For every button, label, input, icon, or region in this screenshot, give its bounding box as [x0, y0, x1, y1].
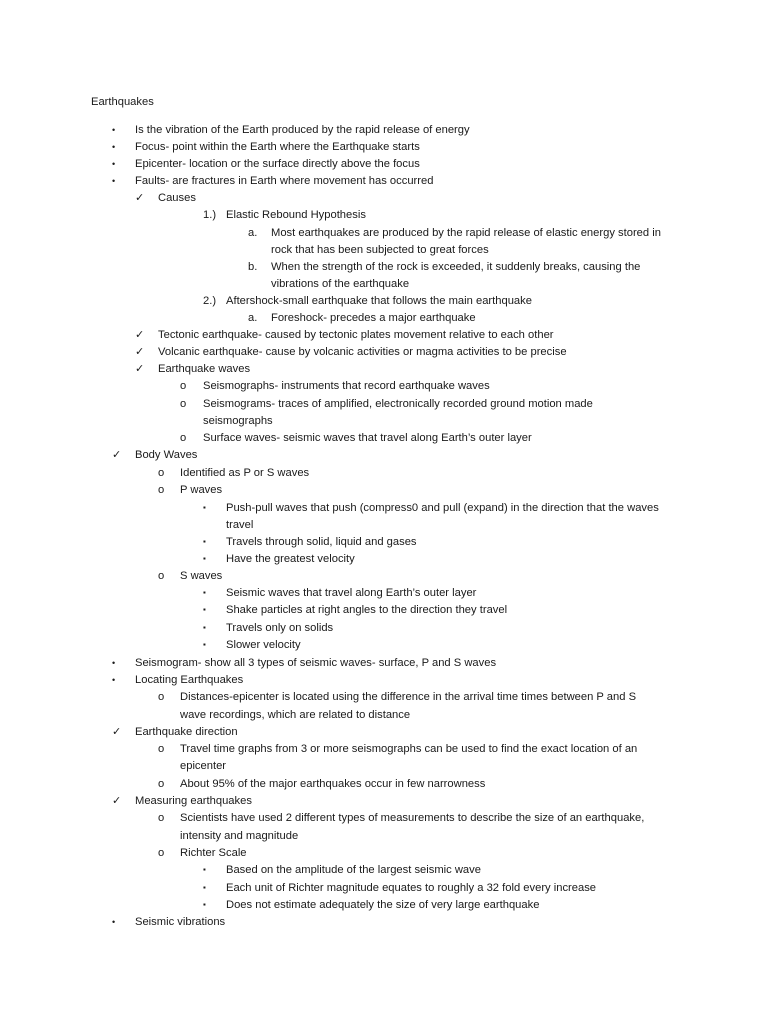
bullet-icon: • — [112, 125, 116, 135]
outline-line: Distances-epicenter is located using the difference in the arrival time times between P and S — [180, 691, 637, 703]
outline-line: Travels only on solids — [226, 622, 334, 634]
outline-line: intensity and magnitude — [180, 830, 299, 842]
outline-line: Causes — [158, 192, 196, 204]
outline-line: Slower velocity — [226, 639, 301, 651]
outline-line: Based on the amplitude of the largest seismic wave — [226, 864, 481, 876]
outline-line: P waves — [180, 484, 223, 496]
bullet-icon: • — [112, 159, 116, 169]
bullet-icon: • — [112, 176, 116, 186]
square-bullet-icon: ▪ — [203, 865, 206, 874]
outline-line: Richter Scale — [180, 847, 247, 859]
outline-line: seismographs — [203, 415, 273, 427]
checkmark-icon: ✓ — [135, 363, 145, 375]
outline-line: Focus- point within the Earth where the Earthquake starts — [135, 141, 420, 153]
outline-line: Elastic Rebound Hypothesis — [226, 209, 366, 221]
square-bullet-icon: ▪ — [203, 640, 206, 649]
square-bullet-icon: ▪ — [203, 883, 206, 892]
outline-line: Each unit of Richter magnitude equates to roughly a 32 fold every increase — [226, 882, 597, 894]
outline-line: Travels through solid, liquid and gases — [226, 536, 417, 548]
square-bullet-icon: ▪ — [203, 623, 206, 632]
outline-line: Most earthquakes are produced by the rapid release of elastic energy stored in — [271, 227, 661, 239]
outline-line: rock that has been subjected to great forces — [271, 244, 489, 256]
list-number: b. — [248, 261, 258, 273]
square-bullet-icon: ▪ — [203, 605, 206, 614]
outline-line: Seismic vibrations — [135, 916, 226, 928]
circle-bullet-icon: o — [158, 847, 165, 859]
outline-line: When the strength of the rock is exceeded, it suddenly breaks, causing the — [271, 261, 641, 273]
list-number: 1.) — [203, 209, 217, 221]
outline-line: Locating Earthquakes — [135, 674, 244, 686]
circle-bullet-icon: o — [180, 380, 187, 392]
circle-bullet-icon: o — [158, 691, 165, 703]
list-number: a. — [248, 312, 258, 324]
outline-line: Does not estimate adequately the size of very large earthquake — [226, 899, 540, 911]
checkmark-icon: ✓ — [112, 726, 122, 738]
checkmark-icon: ✓ — [135, 346, 145, 358]
checkmark-icon: ✓ — [112, 795, 122, 807]
outline-line: Identified as P or S waves — [180, 467, 310, 479]
square-bullet-icon: ▪ — [203, 900, 206, 909]
outline-line: Seismograms- traces of amplified, electronically recorded ground motion made — [203, 398, 593, 410]
outline-line: Foreshock- precedes a major earthquake — [271, 312, 476, 324]
document-title: Earthquakes — [91, 96, 154, 108]
outline-line: About 95% of the major earthquakes occur in few narrowness — [180, 778, 486, 790]
bullet-icon: • — [112, 675, 116, 685]
outline-line: Measuring earthquakes — [135, 795, 252, 807]
circle-bullet-icon: o — [180, 432, 187, 444]
list-number: 2.) — [203, 295, 217, 307]
circle-bullet-icon: o — [158, 743, 165, 755]
outline-line: Aftershock-small earthquake that follows the main earthquake — [226, 295, 532, 307]
circle-bullet-icon: o — [158, 467, 165, 479]
bullet-icon: • — [112, 142, 116, 152]
outline-line: travel — [226, 519, 254, 531]
outline-line: S waves — [180, 570, 223, 582]
outline-line: Shake particles at right angles to the direction they travel — [226, 604, 508, 616]
outline-line: wave recordings, which are related to distance — [180, 709, 411, 721]
outline-line: Scientists have used 2 different types of measurements to describe the size of an earthquake, — [180, 812, 645, 824]
outline-line: Tectonic earthquake- caused by tectonic plates movement relative to each other — [158, 329, 554, 341]
outline-line: Push-pull waves that push (compress0 and pull (expand) in the direction that the waves — [226, 502, 659, 514]
circle-bullet-icon: o — [158, 812, 165, 824]
outline-line: epicenter — [180, 760, 227, 772]
outline-line: Epicenter- location or the surface directly above the focus — [135, 158, 420, 170]
outline-line: Faults- are fractures in Earth where movement has occurred — [135, 175, 434, 187]
circle-bullet-icon: o — [158, 778, 165, 790]
outline-line: Seismic waves that travel along Earth’s outer layer — [226, 587, 477, 599]
bullet-icon: • — [112, 658, 116, 668]
circle-bullet-icon: o — [158, 484, 165, 496]
outline-line: Is the vibration of the Earth produced by the rapid release of energy — [135, 124, 470, 136]
square-bullet-icon: ▪ — [203, 537, 206, 546]
bullet-icon: • — [112, 917, 116, 927]
outline-line: Earthquake direction — [135, 726, 238, 738]
square-bullet-icon: ▪ — [203, 503, 206, 512]
outline-line: Travel time graphs from 3 or more seismographs can be used to find the exact location of an — [180, 743, 638, 755]
square-bullet-icon: ▪ — [203, 588, 206, 597]
square-bullet-icon: ▪ — [203, 554, 206, 563]
circle-bullet-icon: o — [158, 570, 165, 582]
outline-line: Seismographs- instruments that record earthquake waves — [203, 380, 490, 392]
list-number: a. — [248, 227, 258, 239]
outline-line: Have the greatest velocity — [226, 553, 355, 565]
outline-line: vibrations of the earthquake — [271, 278, 410, 290]
outline-line: Volcanic earthquake- cause by volcanic activities or magma activities to be precise — [158, 346, 567, 358]
outline-line: Seismogram- show all 3 types of seismic waves- surface, P and S waves — [135, 657, 497, 669]
outline-line: Body Waves — [135, 449, 198, 461]
outline-line: Surface waves- seismic waves that travel along Earth’s outer layer — [203, 432, 532, 444]
checkmark-icon: ✓ — [112, 449, 122, 461]
checkmark-icon: ✓ — [135, 192, 145, 204]
outline-line: Earthquake waves — [158, 363, 251, 375]
checkmark-icon: ✓ — [135, 329, 145, 341]
circle-bullet-icon: o — [180, 398, 187, 410]
